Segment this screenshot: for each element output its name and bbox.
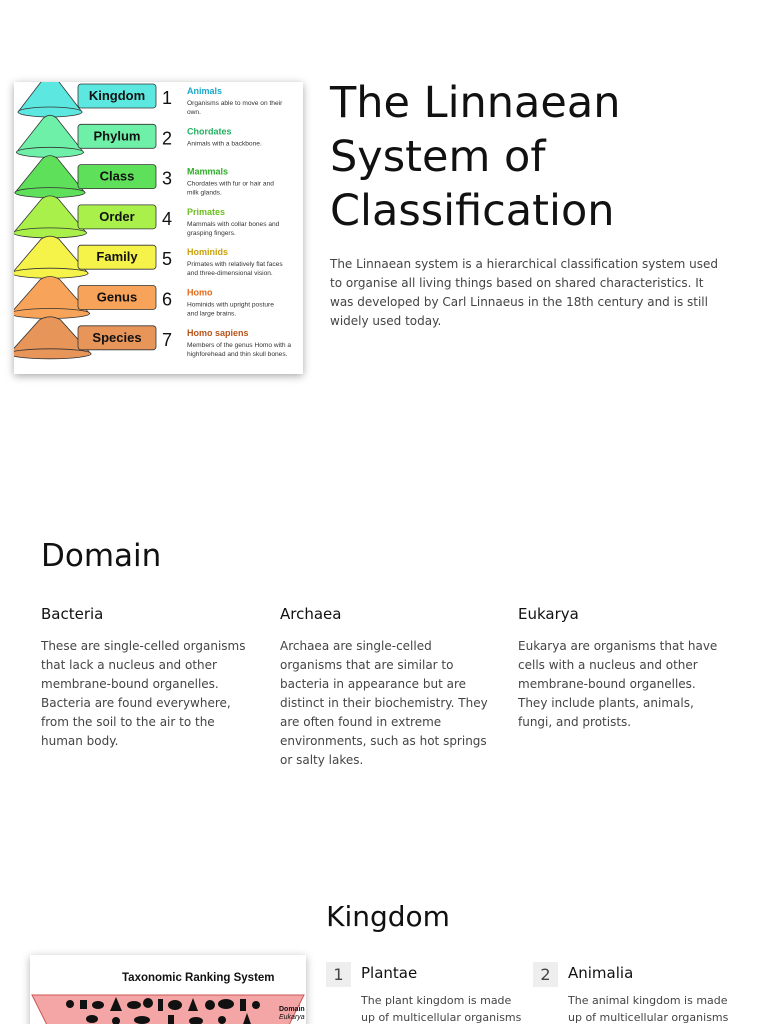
item-title: Animalia (568, 964, 634, 982)
rank-example: Primates (187, 206, 226, 217)
rank-label: Phylum (93, 128, 141, 144)
domain-card-text: These are single-celled organisms that lack a nucleus and other membrane-bound organelles. Bacteria are found everywhere, from the soil to the air to the human body. (41, 639, 246, 748)
item-text: The animal kingdom is made up of multicellular organisms (568, 994, 729, 1024)
rank-description: Primates with relatively flat faces (187, 261, 283, 269)
rank-number: 3 (162, 168, 173, 189)
domain-card-text: Eukarya are organisms that have cells with a nucleus and other membrane-bound organelles. They include plants, animals, fungi, and protists. (518, 639, 718, 729)
domain-card-eukarya (518, 605, 728, 732)
rank-description: Animals with a backbone. (187, 140, 262, 148)
domain-card-archaea (280, 605, 490, 770)
rank-number: 4 (162, 208, 173, 229)
item-number-badge: 2 (533, 962, 558, 987)
rank-example: Chordates (187, 126, 232, 137)
domain-card-bacteria (41, 605, 251, 751)
figure-domain-label: Domain (279, 1006, 305, 1013)
rank-label: Class (99, 168, 135, 184)
rank-number: 5 (162, 249, 173, 270)
rank-description: Organisms able to move on their (187, 100, 283, 107)
rank-description: own. (187, 109, 201, 116)
item-number-badge: 1 (326, 962, 351, 987)
rank-number: 1 (162, 88, 173, 108)
rank-diagram (14, 82, 303, 374)
item-text: The plant kingdom is made up of multicellular organisms (361, 994, 522, 1024)
domain-heading: Domain (41, 538, 162, 574)
rank-number: 2 (162, 128, 173, 149)
rank-description: highforehead and thin skull bones. (187, 350, 288, 358)
figure-title: Taxonomic Ranking System (122, 972, 275, 984)
rank-disk (14, 349, 91, 359)
intro-paragraph: The Linnaean system is a hierarchical classification system used to organise all living things based on shared characteristics. It was developed by Carl Linnaeus in the 18th century and is still widely used today. (330, 257, 719, 328)
rank-description: milk glands. (187, 189, 222, 197)
page-title: The Linnaean System of Classification (330, 78, 621, 236)
rank-description: Mammals with collar bones and (187, 220, 280, 228)
rank-example: Animals (187, 86, 223, 96)
rank-label: Kingdom (88, 88, 146, 103)
rank-description: and three-dimensional vision. (187, 270, 273, 278)
rank-description: grasping fingers. (187, 229, 236, 237)
rank-example: Homo sapiens (187, 327, 249, 338)
rank-example: Mammals (187, 166, 229, 177)
kingdom-heading: Kingdom (326, 900, 450, 933)
rank-number: 7 (162, 329, 173, 350)
rank-label: Order (99, 208, 135, 224)
rank-label: Family (96, 249, 138, 265)
domain-card-text: Archaea are single-celled organisms that are similar to bacteria in appearance but are distinct in their biochemistry. They are often found in extreme environments, such as hot springs or salty lakes. (280, 639, 488, 767)
taxonomic-ranking-diagram (30, 955, 306, 1024)
rank-label: Genus (96, 289, 138, 305)
rank-label: Species (92, 329, 142, 345)
rank-example: Hominids (187, 247, 229, 258)
domain-card-title: Archaea (280, 605, 342, 623)
rank-number: 6 (162, 289, 173, 310)
rank-description: Members of the genus Homo with a (187, 341, 292, 349)
rank-description: Chordates with fur or hair and (187, 180, 274, 188)
rank-description: Hominids with upright posture (187, 301, 274, 309)
taxonomic-ranking-figure (30, 955, 306, 1024)
figure-domain-sublabel: Eukarya (279, 1014, 305, 1021)
domain-card-title: Bacteria (41, 605, 104, 623)
rank-example: Homo (187, 287, 213, 298)
classification-hierarchy-figure (14, 82, 303, 374)
domain-card-title: Eukarya (518, 605, 579, 623)
rank-description: and large brains. (187, 310, 237, 318)
item-title: Plantae (361, 964, 418, 982)
